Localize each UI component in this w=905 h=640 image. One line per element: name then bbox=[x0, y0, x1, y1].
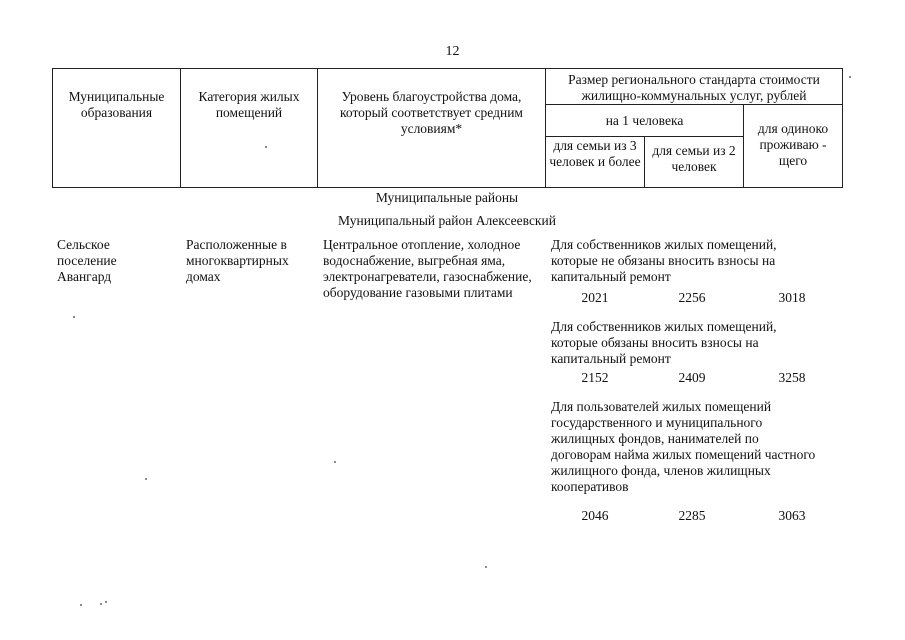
header-level: Уровень благоустройства дома, который соответствует средним условиям* bbox=[318, 69, 546, 188]
header-family2: для семьи из 2 человек bbox=[645, 137, 744, 188]
scan-speck bbox=[265, 146, 267, 148]
scan-speck bbox=[849, 76, 851, 78]
value-family3: 2021 bbox=[581, 290, 609, 305]
scan-speck bbox=[145, 478, 147, 480]
page-number: 12 bbox=[445, 44, 460, 59]
scan-speck bbox=[73, 316, 75, 318]
value-single: 3258 bbox=[778, 370, 806, 385]
section-title: Муниципальные районы bbox=[375, 190, 519, 205]
scan-speck bbox=[100, 603, 102, 605]
category-cell: Расположенные в многоквартирных домах bbox=[186, 237, 289, 284]
header-family3: для семьи из 3 человек и более bbox=[546, 137, 645, 188]
municipality-cell: Сельское поселение Авангард bbox=[57, 237, 117, 284]
header-size: Размер регионального стандарта стоимости жилищно-коммунальных услуг, рублей bbox=[546, 69, 843, 105]
group-label: Для собственников жилых помещений, которые обязаны вносить взносы на капитальный ремонт bbox=[551, 319, 777, 366]
scan-speck bbox=[334, 461, 336, 463]
header-municipal: Муниципальные образования bbox=[53, 69, 181, 188]
value-family2: 2256 bbox=[678, 290, 706, 305]
group-label: Для пользователей жилых помещений государственного и муниципального жилищных фондов, нанимателей по договорам найма жилых помещений частного жилищного фонда, членов жилищных кооперативов bbox=[551, 399, 816, 494]
value-family2: 2409 bbox=[678, 370, 706, 385]
header-category: Категория жилых помещений bbox=[181, 69, 318, 188]
scan-speck bbox=[105, 601, 107, 603]
scan-speck bbox=[80, 604, 82, 606]
district-title: Муниципальный район Алексеевский bbox=[338, 213, 556, 228]
value-single: 3018 bbox=[778, 290, 806, 305]
value-family3: 2046 bbox=[581, 508, 609, 523]
value-family2: 2285 bbox=[678, 508, 706, 523]
group-label: Для собственников жилых помещений, которые не обязаны вносить взносы на капитальный ремонт bbox=[551, 237, 777, 284]
header-per-person: на 1 человека bbox=[546, 105, 744, 137]
header-single: для одиноко проживаю - щего bbox=[744, 105, 843, 188]
level-cell: Центральное отопление, холодное водоснабжение, выгребная яма, электронагреватели, газоснабжение, оборудование газовыми плитами bbox=[323, 237, 532, 300]
value-family3: 2152 bbox=[581, 370, 609, 385]
value-single: 3063 bbox=[778, 508, 806, 523]
scan-speck bbox=[485, 566, 487, 568]
header-table bbox=[52, 68, 843, 188]
